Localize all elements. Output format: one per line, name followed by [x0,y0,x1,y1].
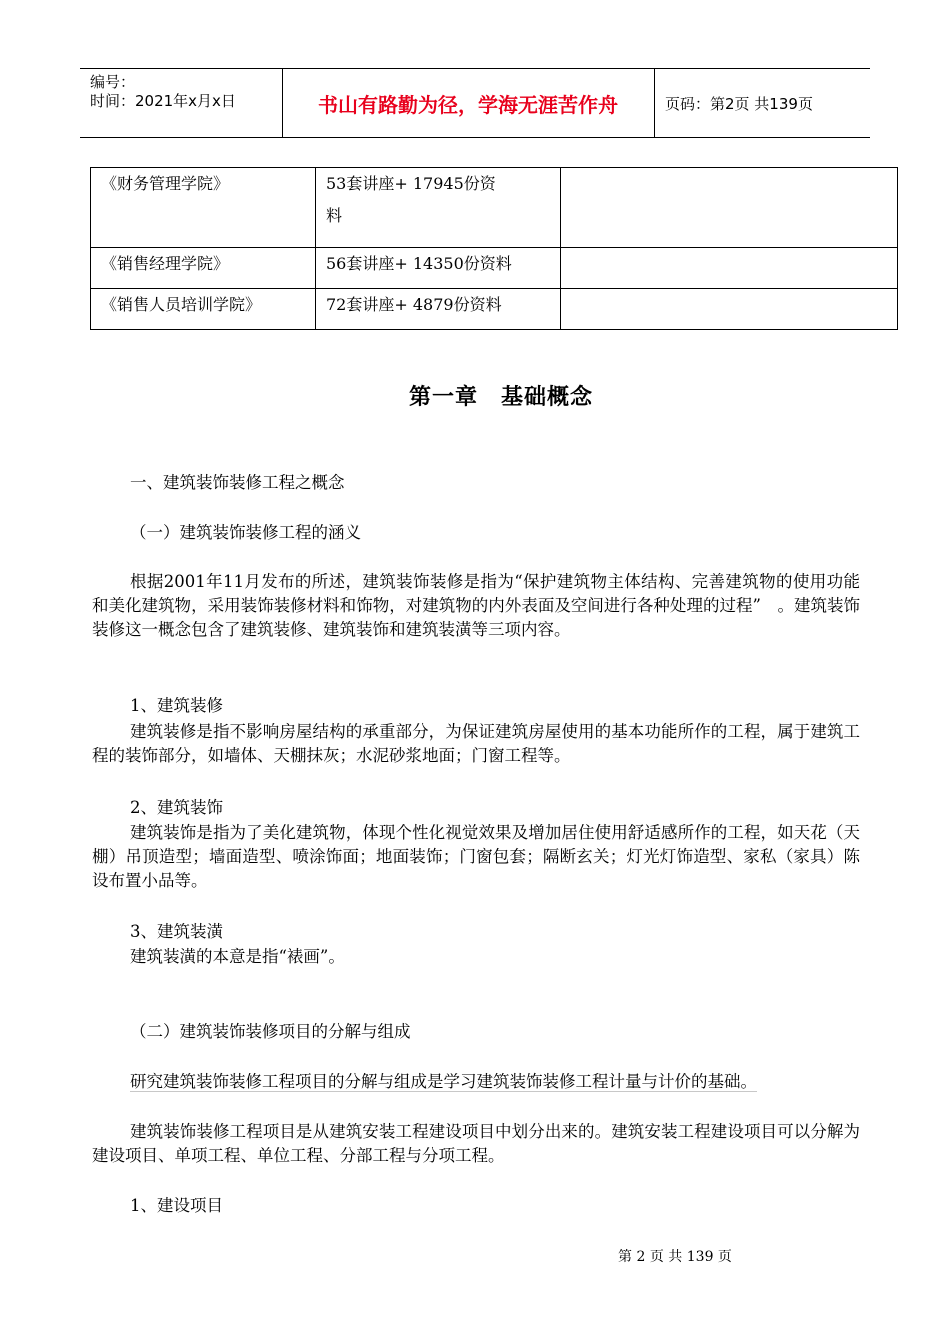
item-paragraph: 建筑装饰是指为了美化建筑物，体现个性化视觉效果及增加居住使用舒适感所作的工程，如天花（天棚）吊顶造型；墙面造型、喷涂饰面；地面装饰；门窗包套；隔断玄关；灯光灯饰造型、家私（家具）陈设布置小品等。 [92,823,860,890]
page-info: 页码：第2页 共139页 [665,94,813,113]
table-cell-note [561,289,898,330]
header-info-cell [80,69,283,137]
table-cell-content: 53套讲座+ 17945份资 料 [316,168,561,248]
item-heading: 2、建筑装饰 [130,798,223,817]
table-row [91,289,898,330]
table-cell-name: 《销售人员培训学院》 [91,289,316,330]
project-paragraph: 建筑装饰装修工程项目是从建筑安装工程建设项目中划分出来的。建筑安装工程建设项目可以分解为建设项目、单项工程、单位工程、分部工程与分项工程。 [92,1122,860,1165]
table-cell-name: 《财务管理学院》 [91,168,316,248]
study-paragraph [92,1070,860,1094]
time-label: 时间：2021年x月x日 [90,92,236,110]
section-heading: 一、建筑装饰装修工程之概念 [130,473,345,492]
table-cell-name: 《销售经理学院》 [91,248,316,289]
resource-table [90,167,898,330]
motto: 书山有路勤为径，学海无涯苦作舟 [282,69,655,137]
table-row [91,248,898,289]
item-paragraph: 建筑装潢的本意是指“裱画”。 [130,947,345,966]
page-header [80,68,870,138]
study-text: 研究建筑装饰装修工程项目的分解与组成是学习建筑装饰装修工程计量与计价的基础。 [130,1072,757,1091]
chapter-title: 第一章 基础概念 [408,385,593,410]
definition-paragraph: 根据2001年11月发布的所述，建筑装饰装修是指为“保护建筑物主体结构、完善建筑物的使用功能和美化建筑物，采用装饰装修材料和饰物，对建筑物的内外表面及空间进行各种处理的过程” 。建筑装饰装修这一概念包含了建筑装修、建筑装饰和建筑装潢等三项内容。 [92,572,860,639]
number-label: 编号： [90,73,136,91]
table-cell-content: 72套讲座+ 4879份资料 [316,289,561,330]
item-heading: 1、建筑装修 [130,696,223,715]
item-heading: 1、建设项目 [130,1196,223,1215]
page-footer: 第 2 页 共 139 页 [618,1249,732,1265]
table-cell-note [561,168,898,248]
item-heading: 3、建筑装潢 [130,922,223,941]
table-row [91,168,898,248]
item-paragraph: 建筑装修是指不影响房屋结构的承重部分，为保证建筑房屋使用的基本功能所作的工程，属于建筑工程的装饰部分，如墙体、天棚抹灰；水泥砂浆地面；门窗工程等。 [92,722,860,765]
subsection-heading: （二）建筑装饰装修项目的分解与组成 [130,1022,411,1041]
subsection-heading: （一）建筑装饰装修工程的涵义 [130,523,361,542]
table-cell-content: 56套讲座+ 14350份资料 [316,248,561,289]
table-cell-note [561,248,898,289]
